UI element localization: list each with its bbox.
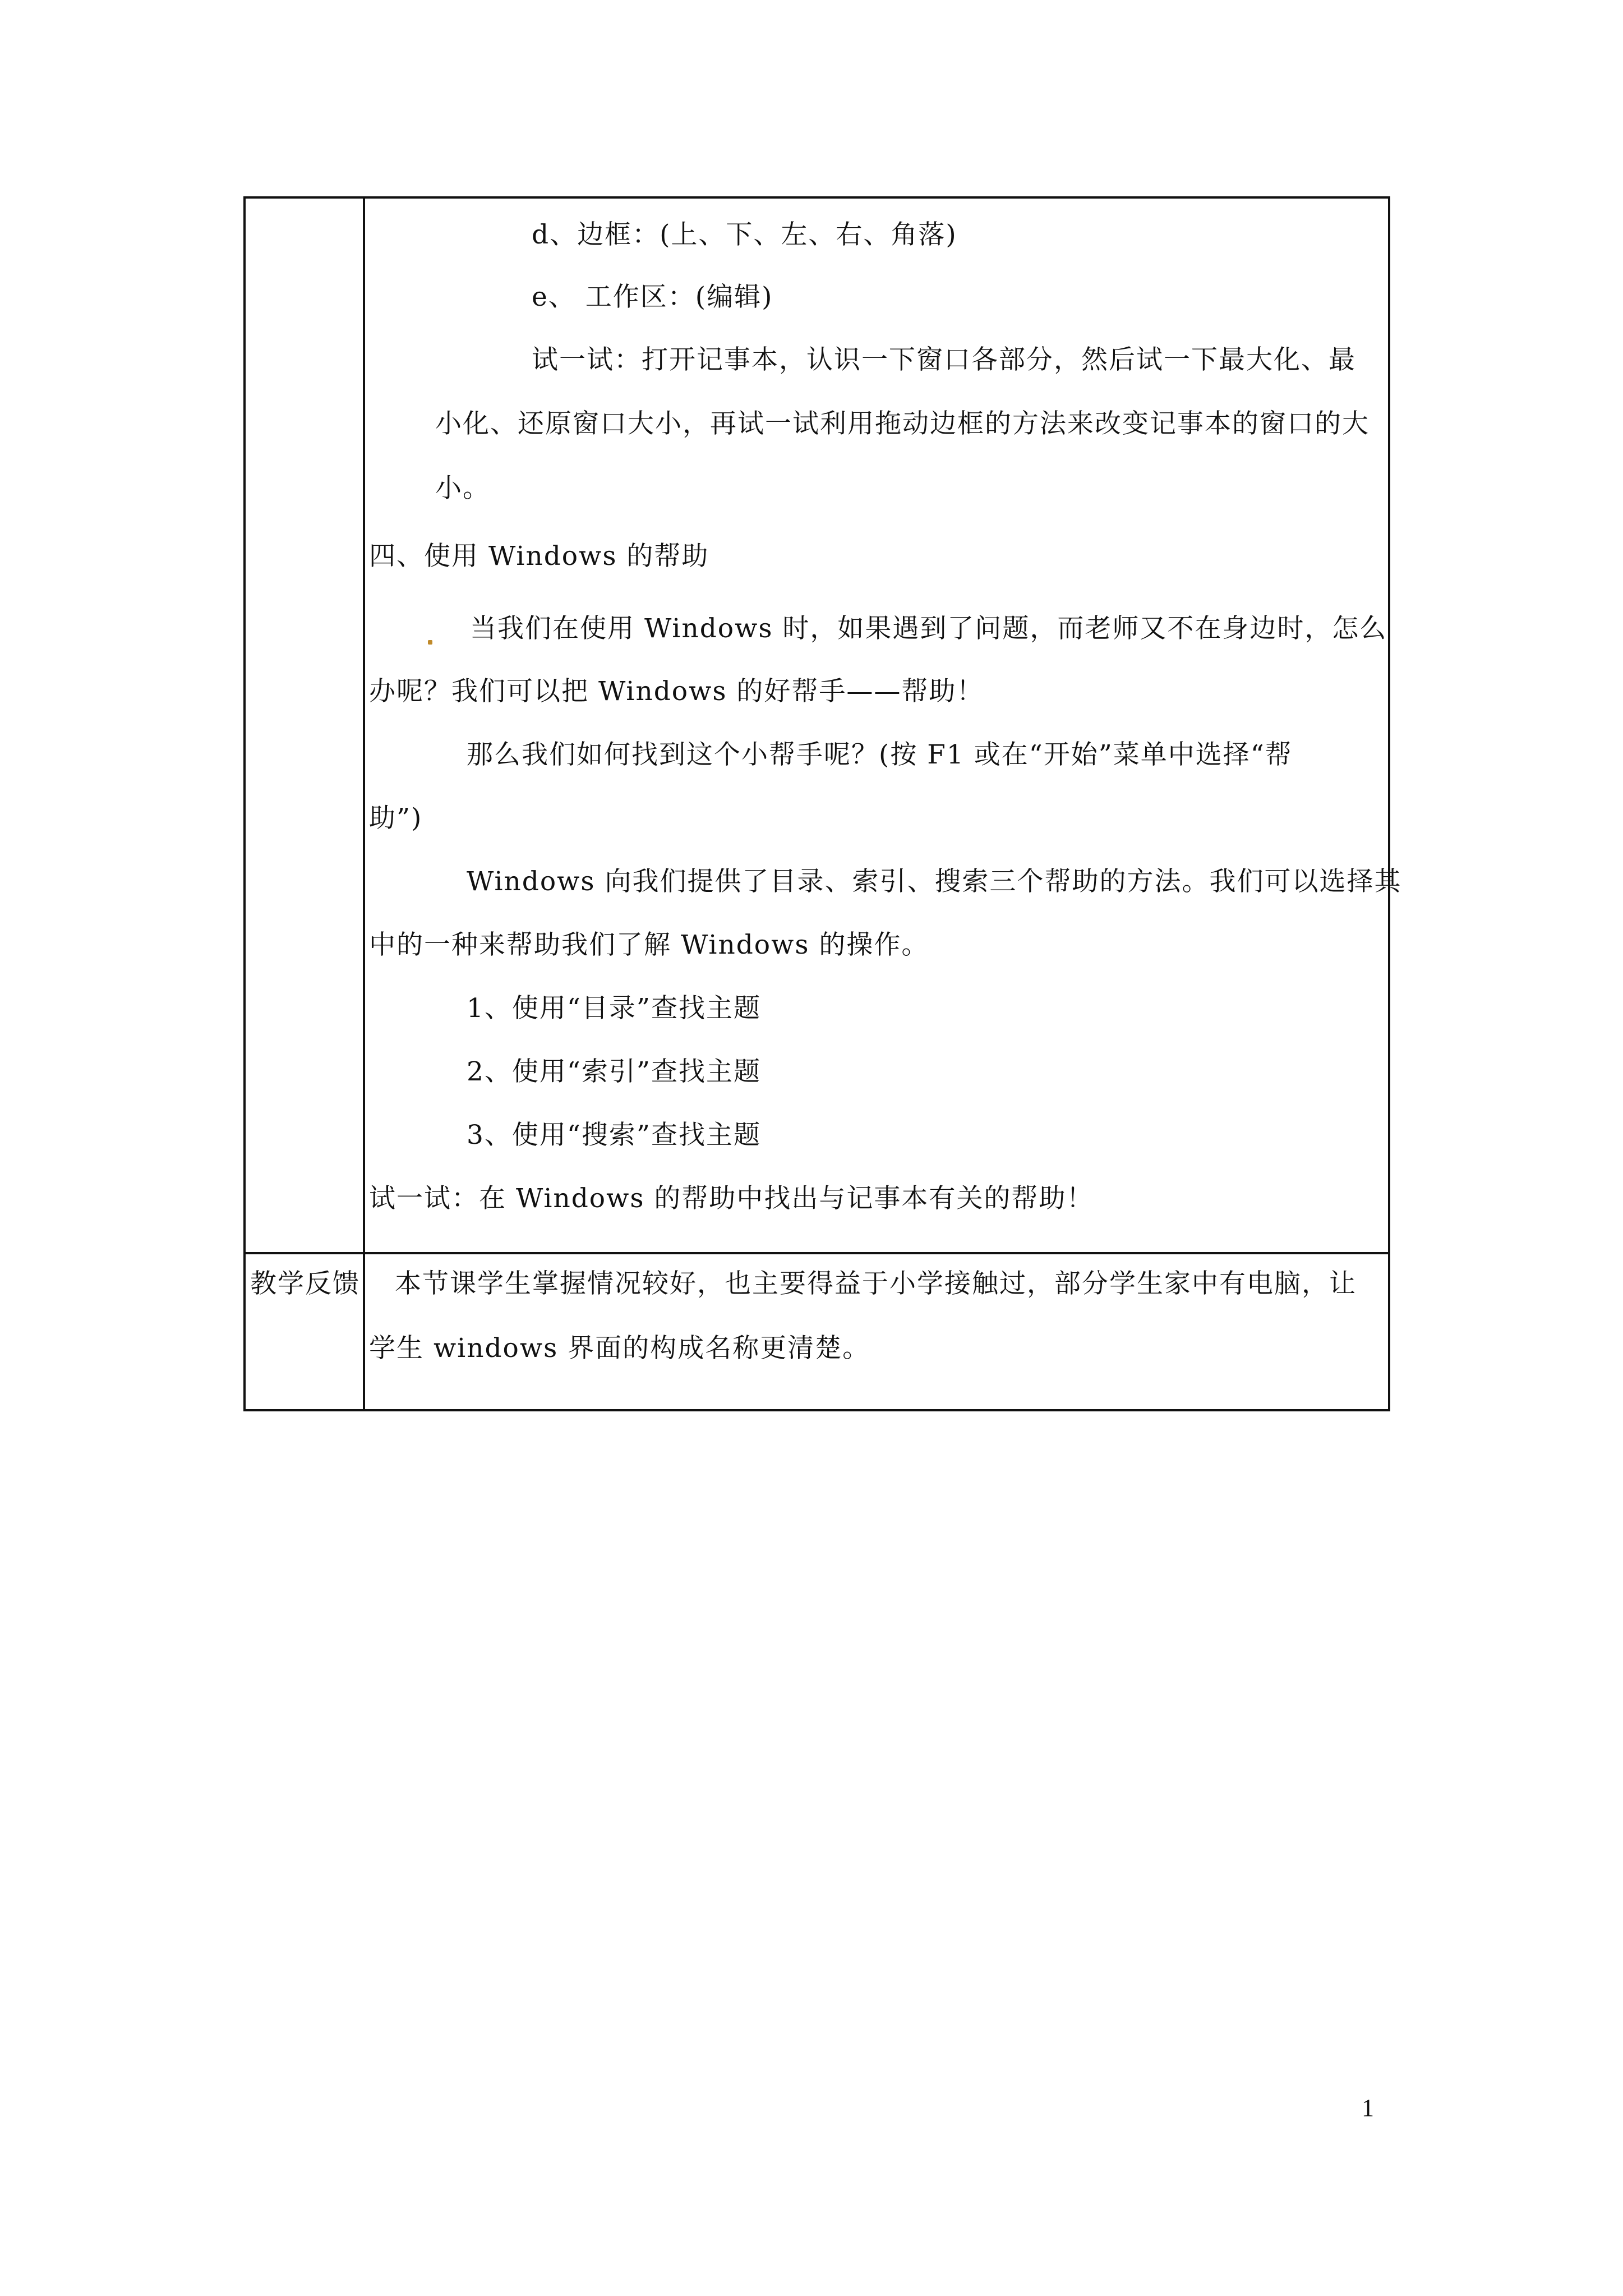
feedback-line2: 学生 windows 界面的构成名称更清楚。 [369,1333,870,1364]
text-paragraph2-line1: 那么我们如何找到这个小帮手呢？(按 F1 或在“开始”菜单中选择“帮 [467,739,1293,770]
text-line-try1b: 小化、还原窗口大小，再试一试利用拖动边框的方法来改变记事本的窗口的大 [435,408,1370,439]
text-paragraph3-line1: Windows 向我们提供了目录、索引、搜索三个帮助的方法。我们可以选择其 [467,866,1402,897]
page-number: 1 [1362,2094,1374,2122]
text-line-workarea: e、 工作区：(编辑) [532,282,773,312]
text-paragraph2-line2: 助”) [369,803,423,834]
text-line-try2: 试一试：在 Windows 的帮助中找出与记事本有关的帮助！ [369,1183,1094,1214]
feedback-line1: 本节课学生掌握情况较好，也主要得益于小学接触过，部分学生家中有电脑，让 [395,1268,1357,1299]
text-line-border: d、边框：(上、下、左、右、角落) [532,219,957,250]
feedback-label: 教学反馈 [250,1268,360,1299]
list-item-contents: 1、使用“目录”查找主题 [467,993,761,1024]
lesson-table [243,196,1402,1411]
list-item-search: 3、使用“搜索”查找主题 [467,1120,761,1151]
text-paragraph1-line2: 办呢？我们可以把 Windows 的好帮手——帮助！ [369,676,984,707]
row-divider [246,1252,1388,1254]
text-paragraph1-line1: 当我们在使用 Windows 时，如果遇到了问题，而老师又不在身边时，怎么 [470,613,1387,644]
column-divider [363,199,365,1409]
text-paragraph3-line2: 中的一种来帮助我们了解 Windows 的操作。 [369,930,929,960]
list-item-index: 2、使用“索引”查找主题 [467,1056,761,1087]
section-heading-help: 四、使用 Windows 的帮助 [369,541,709,572]
stray-mark [428,640,432,645]
text-line-try1a: 试一试：打开记事本，认识一下窗口各部分，然后试一下最大化、最 [532,344,1356,375]
text-line-try1c: 小。 [435,473,490,504]
